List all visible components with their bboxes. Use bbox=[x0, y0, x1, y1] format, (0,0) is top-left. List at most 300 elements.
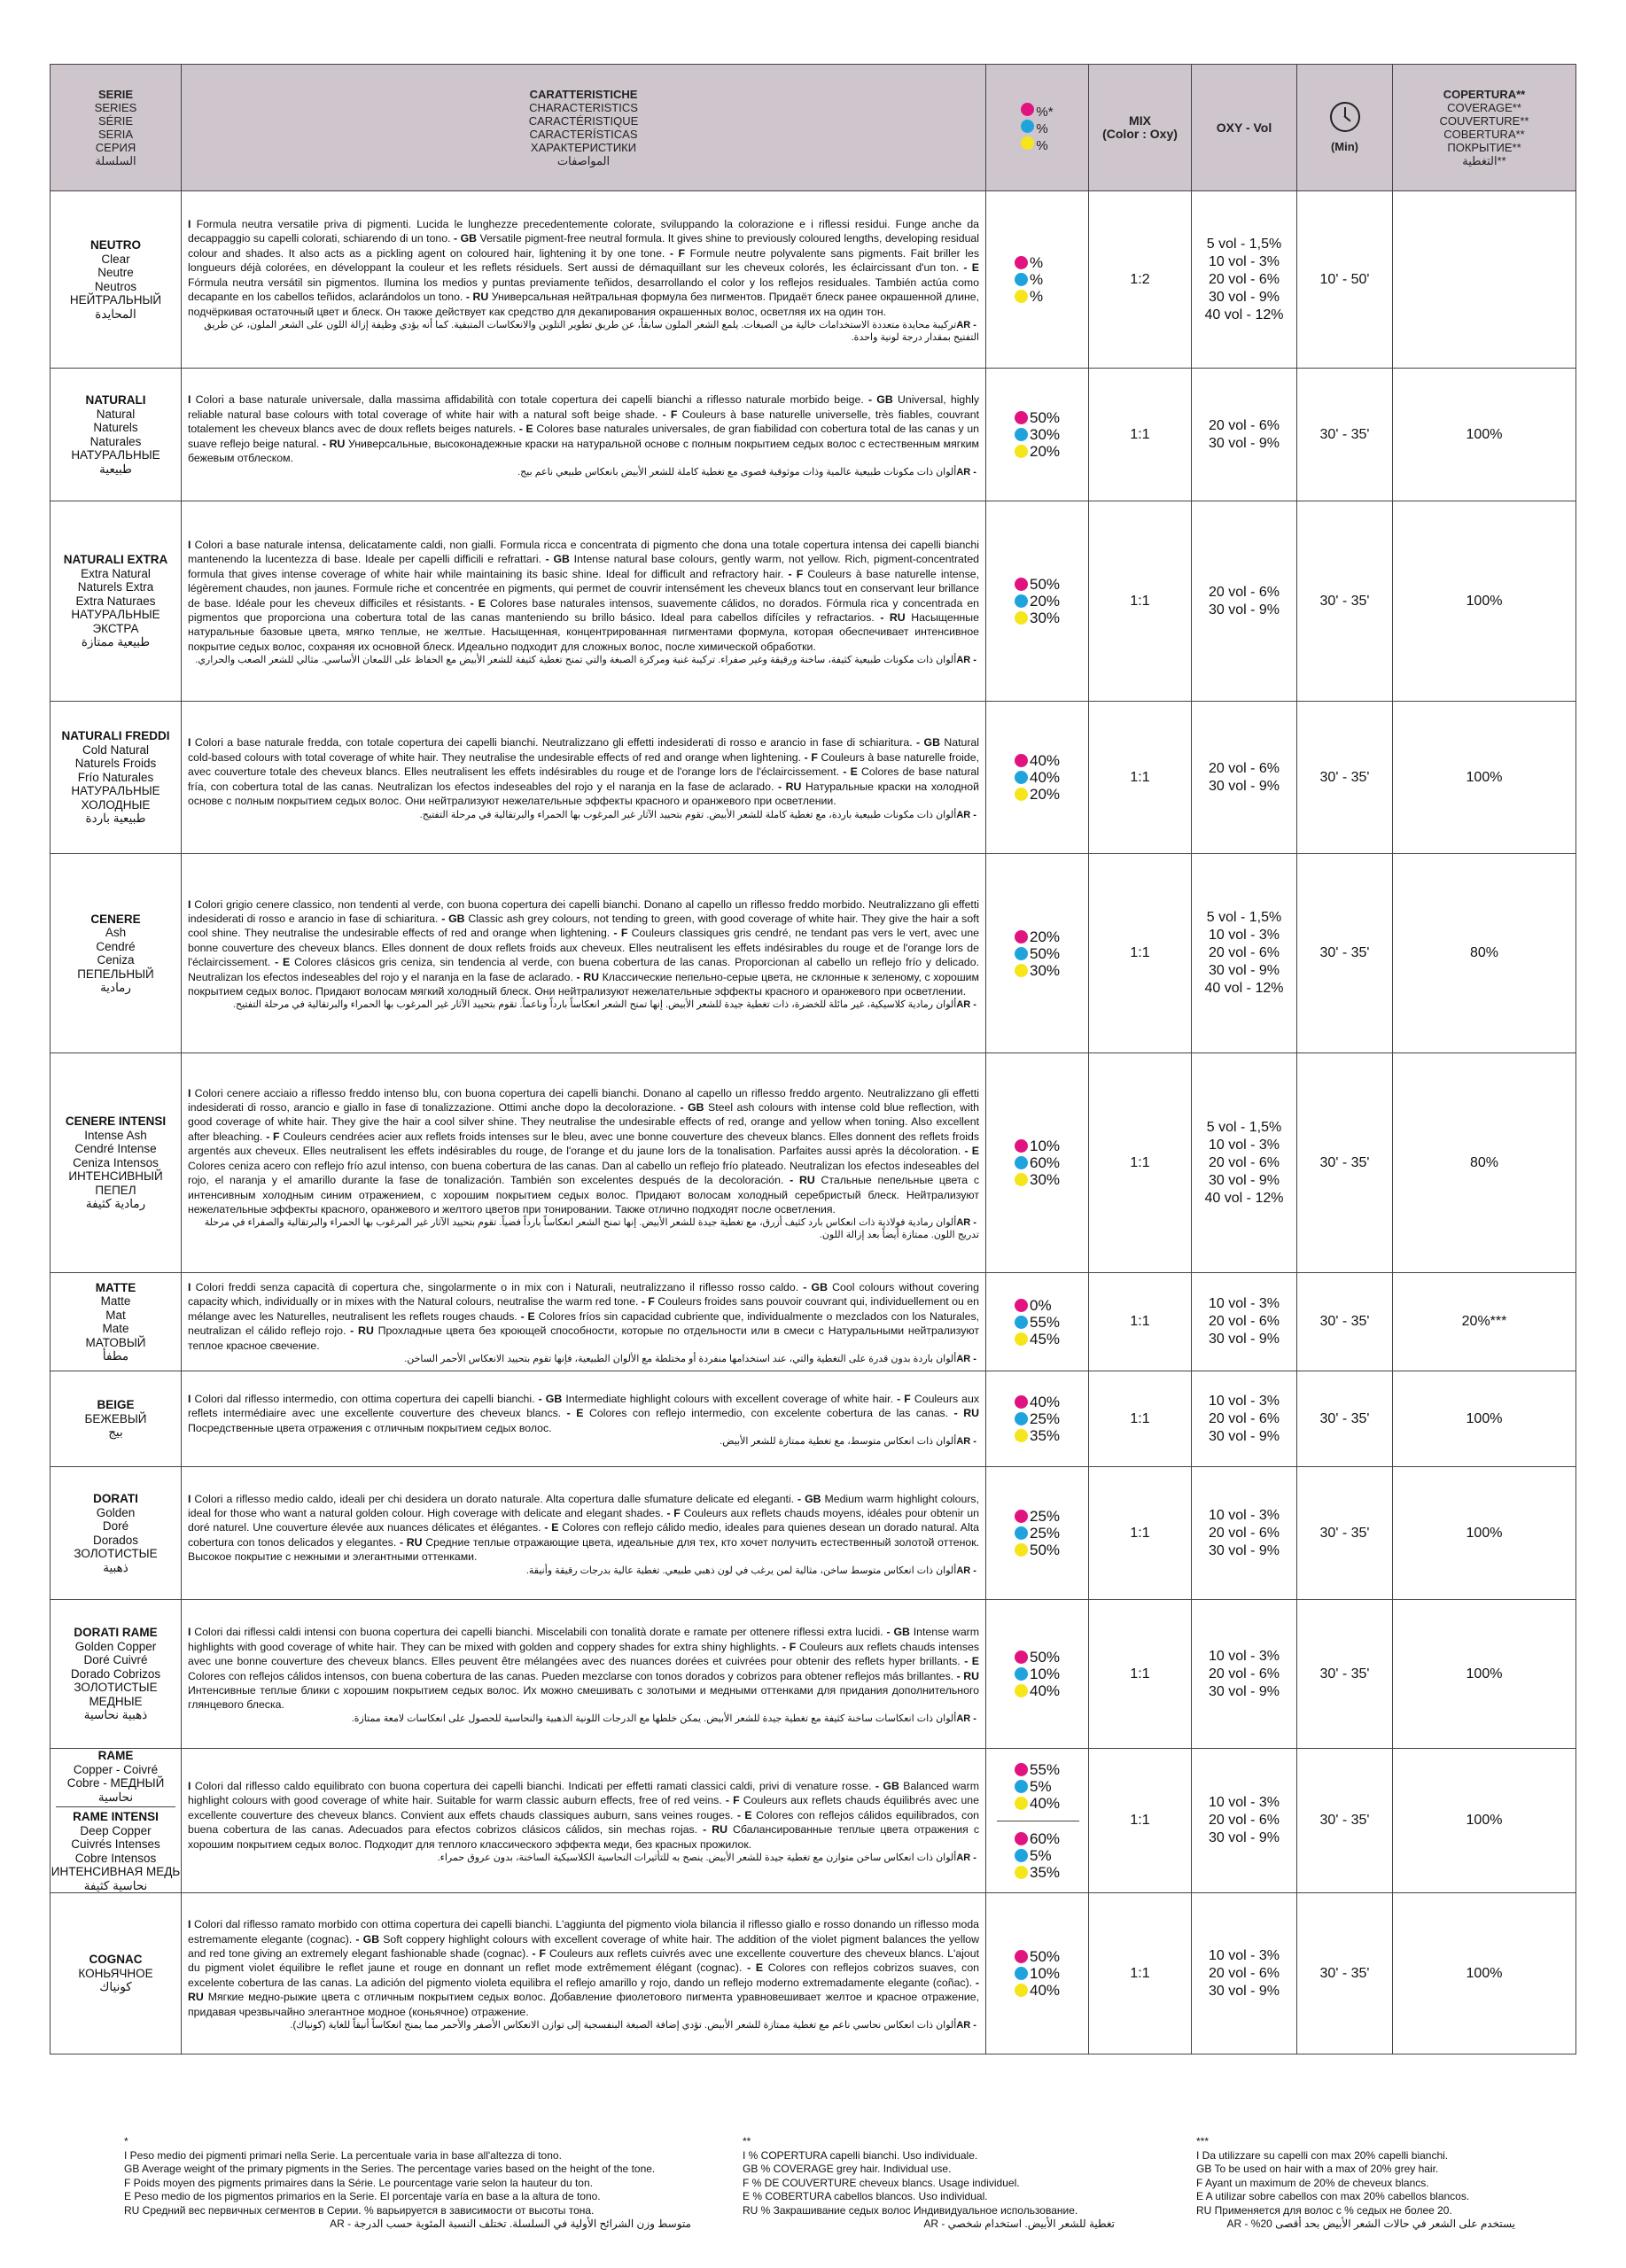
oxy-value: 20 vol - 6% bbox=[1208, 945, 1280, 960]
description-ar: AR - ألوان ذات انعكاسات ساخنة كثيفة مع تغطية جيدة للشعر الأبيض. يمكن خلطها مع الدرجات اللونية الذهبية والنحاسية للحصول على انعكاسات لامعة ممتازة. bbox=[351, 1713, 979, 1724]
description-text: I Colori a base naturale fredda, con totale copertura dei capelli bianchi. Neutralizzano gli effetti indesiderati di rosso e arancio in fase di schiaritura. - GB Natural cold-based colours with total coverage of white hair. They neutralise the undesirable effects of red and orange when lightening. - F Couleurs à base naturelle froide, avec couverture totale des cheveux blancs. Elles neutralisent les effets indésirables du rouge et de l'orange lors de l'éclaircissement. - E Colores de base natural fría, con cobertura total de las canas. Neutralizan los efectos indeseables del rojo y el naranja en la fase de aclarado. - RU Натуральные краски на холодной основе с полным покрытием седых волос. Они нейтрализуют нежелательные эффекты красного и оранжевого при осветлении. bbox=[188, 736, 979, 808]
pigment-pct-value: 25% bbox=[1030, 1508, 1061, 1526]
pigment-pct-value: 20% bbox=[1030, 928, 1061, 945]
table-row bbox=[51, 854, 1576, 1053]
yellow-dot-icon bbox=[1015, 1684, 1028, 1697]
oxy-value: 10 vol - 3% bbox=[1208, 1947, 1280, 1963]
magenta-dot-icon bbox=[1015, 1651, 1028, 1664]
pigment-pct-cell bbox=[986, 1467, 1089, 1600]
oxy-value: 10 vol - 3% bbox=[1208, 1795, 1280, 1811]
description-gb: Classic ash grey colours, not tending to green, with good coverage of white hair. They give the hair a soft cool shine. They neutralise the undesirable effects of red and orange when lightening. bbox=[188, 912, 979, 940]
description-gb: Steel ash colours with intense cold blue reflection, with good coverage of white hair. They give the hair a cool silver shine. They neutralise the undesirable effects of red, orange and yellow when toning. Also excellent after bleaching. bbox=[188, 1101, 979, 1143]
description-fr: Couleurs classiques gris cendré, ne tendant pas vers le vert, avec une bonne couverture des cheveux blancs. Elles donnent de doux reflets froids aux cheveux. Elles neutralisent les effets indésirables du rouge et de l'orange lors de l'éclaircissement. bbox=[188, 927, 980, 969]
serie-name: ИНТЕНСИВНЫЙ bbox=[68, 1169, 163, 1184]
time-cell: 30' - 35' bbox=[1297, 501, 1393, 702]
description-ru: Средние теплые отражающие цвета, идеальные для тех, кто хочет получить естественный золотой оттенок. Высокое покрытие с нежными и элегантными оттенками. bbox=[188, 1535, 980, 1564]
serie-name: ذهبية نحاسية bbox=[83, 1708, 148, 1722]
oxy-cell bbox=[1192, 1371, 1297, 1467]
table-row bbox=[51, 191, 1576, 369]
description-cell bbox=[182, 1749, 986, 1893]
pigment-pct-value: 30% bbox=[1030, 610, 1061, 626]
footnote-3: *** I Da utilizzare su capelli con max 20% capelli bianchi. GB To be used on hair with a max of 20% grey hair. F Ayant un maximum de 20% de cheveux blancs. E A utilizar sobre cabellos con max 20% cabellos blancos. RU Применяется для волос с % седых не более 20. يستخدم على الشعر في حالات الشعر الأبيض بحد أقصى 20% - AR bbox=[1196, 2135, 1515, 2230]
description-cell bbox=[182, 1371, 986, 1467]
serie-name: Natural bbox=[96, 407, 136, 421]
description-fr: Couleurs aux reflets chauds intenses avec une bonne couverture des cheveux blancs. Elles peuvent être mélangées avec des nuances dorées et cuivrées pour obtenir des reflets hyper brillants. bbox=[188, 1640, 979, 1668]
description-gb: Balanced warm highlight colours with good coverage of white hair. Suitable for warm classic auburn effects, free of red veins. bbox=[188, 1780, 979, 1807]
cyan-dot-icon bbox=[1015, 1316, 1028, 1329]
oxy-value: 10 vol - 3% bbox=[1208, 1648, 1280, 1664]
pigment-pct-row bbox=[1015, 1427, 1088, 1444]
magenta-dot-icon bbox=[1021, 103, 1034, 116]
serie-name: МЕДНЫЕ bbox=[89, 1694, 143, 1708]
serie-name: MATTE bbox=[95, 1280, 136, 1294]
description-fr: Couleurs cendrées acier aux reflets froids intenses sur le bleu, avec une bonne couverture des cheveux blancs. Elles donnent des reflets froids argentés aux cheveux. Elles neutralisent les effets indésirables du rouge, de l'orange et du jaune lors de la tonalisation. Parfaites aussi après la décoloration. bbox=[188, 1130, 979, 1158]
description-gb: Universal, highly reliable natural base colours with total coverage of white hair with a natural soft beige shade. bbox=[188, 393, 979, 421]
serie-name: طبيعية bbox=[99, 462, 132, 476]
yellow-dot-icon bbox=[1015, 1984, 1028, 1997]
description-ar: AR - ألوان ذات انعكاس متوسط، مع تغطية ممتازة للشعر الأبيض. bbox=[720, 1436, 979, 1448]
description-text: I Colori dai riflessi caldi intensi con buona copertura dei capelli bianchi. Miscelabili con tonalità dorate e ramate per ottenere riflessi extra lucidi. - GB Intense warm highlights with good coverage of white hair. They can be mixed with golden and coppery shades for extra shiny highlights. - F Couleurs aux reflets chauds intenses avec une bonne couverture des cheveux blancs. Elles peuvent être mélangées avec des nuances dorées et cuivrées pour obtenir des reflets hyper brillants. - E Colores con reflejos cálidos intensos, con buena cobertura de las canas. Pueden mezclarse con tonos dorados y cobrizos para obtener reflejos más brillantes. - RU Интенсивные теплые блики с хорошим покрытием седых волос. Их можно смешивать с золотыми и медными оттенками для придания дополнительного глянцевого блеска. bbox=[188, 1626, 979, 1712]
pigment-pct-row bbox=[1015, 443, 1088, 460]
yellow-dot-icon bbox=[1015, 1429, 1028, 1442]
pigment-pct-row bbox=[1015, 1948, 1088, 1965]
pigment-pct-row bbox=[1015, 1649, 1088, 1666]
oxy-value: 40 vol - 12% bbox=[1204, 981, 1284, 996]
cyan-dot-icon bbox=[1015, 273, 1028, 286]
serie-name: Naturels bbox=[93, 421, 138, 434]
serie-name: Cendré Intense bbox=[74, 1142, 157, 1156]
serie-name: КОНЬЯЧНОЕ bbox=[78, 1966, 153, 1980]
serie-name: نحاسية كثيفة bbox=[83, 1878, 148, 1892]
pigment-pct-value: 45% bbox=[1030, 1330, 1061, 1348]
pigment-pct-value: 35% bbox=[1030, 1427, 1061, 1445]
header-row bbox=[51, 65, 1576, 191]
pigment-pct-value: 0% bbox=[1030, 1296, 1052, 1314]
mix-cell: 1:1 bbox=[1089, 1273, 1192, 1371]
serie-name: NATURALI EXTRA bbox=[63, 553, 168, 567]
serie-name: Golden bbox=[96, 1505, 136, 1519]
serie-name: RAME INTENSI bbox=[73, 1810, 159, 1824]
serie-cell bbox=[51, 1273, 182, 1371]
description-text: I Formula neutra versatile priva di pigmenti. Lucida le lunghezze precedentemente colorate, sviluppando la colorazione e i riflessi residui. Funge anche da decappaggio su capelli colorati, schiarendo di un tono. - GB Versatile pigment-free neutral formula. It gives shine to previously coloured lengths, developing residual colour and shades. It also acts as a pickling agent on coloured hair, lightening it by one tone. - F Formule neutre polyvalente sans pigments. Fait briller les longueurs déjà colorées, en développant la couleur et les reflets résiduels. Sert aussi de démaquillant sur les cheveux colorés, les éclaircissant d'un ton. - E Fórmula neutra versátil sin pigmentos. Ilumina los medios y puntas previamente teñidos, desarrollando el color y los reflejos residuales. También actúa como decapante en los cabellos teñidos, aclarándolos un tono. - RU Универсальная нейтральная формула без пигментов. Придаёт блеск ранее окрашенной длине, подчёркивая остаточный цвет и блеск. Он также действует как средство для декапирования окрашенных волос, осветляя их на один тон. bbox=[188, 218, 980, 318]
pigment-pct-row bbox=[1015, 1666, 1088, 1682]
pigment-pct-row bbox=[1015, 1830, 1088, 1847]
pigment-pct-value: 20% bbox=[1030, 593, 1061, 610]
serie-name: Dorado Cobrizos bbox=[70, 1666, 161, 1681]
magenta-dot-icon bbox=[1015, 930, 1028, 944]
description-text: I Colori a base naturale intensa, delicatamente caldi, non gialli. Formula ricca e concentrata di pigmento che dona una totale copertura intensa dei capelli bianchi mantenendo la lucentezza di base. Ideale per capelli difficili e refrattari. - GB Intense natural base colours, gently warm, not yellow. Rich, pigment-concentrated formula that gives intense coverage of white hair while maintaining its basic shine. Ideal for difficult and refractory hair. - F Couleurs à base naturelle intense, légèrement chaudes, non jaunes. Formule riche et concentrée en pigments, qui permet de couvrir intensément les cheveux blancs tout en conservant leur brillance de base. Idéale pour les cheveux difficiles et résistants. - E Colores base naturales intensos, suavemente cálidos, no dorados. Fórmula rica y concentrada en pigmentos que proporciona una cobertura total de las canas manteniendo su brillo básico. Ideal para cabellos difíciles y refractarios. - RU Насыщенные натуральные базовые цвета, мягко теплые, не желтые. Насыщенная, концентрированная пигментами формула, которая обеспечивает интенсивное покрытие седых волос, сохраняя их основной блеск. Идеально подходит для сложных волос, после химической обработки. bbox=[188, 538, 980, 653]
coverage-cell: 100% bbox=[1393, 1371, 1576, 1467]
oxy-value: 40 vol - 12% bbox=[1204, 1190, 1284, 1206]
magenta-dot-icon bbox=[1015, 411, 1028, 424]
pigment-pct-row bbox=[1015, 1864, 1088, 1881]
header-serie: SERIE SERIES SÉRIE SERIA СЕРИЯ السلسلة bbox=[51, 65, 182, 191]
time-cell: 10' - 50' bbox=[1297, 191, 1393, 369]
pigment-pct-row bbox=[1015, 593, 1088, 610]
oxy-value: 5 vol - 1,5% bbox=[1206, 910, 1282, 925]
description-it: Colori dal riflesso caldo equilibrato con buona copertura dei capelli bianchi. Indicati per effetti ramati classici caldi, privi di venature rosse. bbox=[194, 1780, 872, 1793]
oxy-cell bbox=[1192, 702, 1297, 854]
serie-name: Mat bbox=[105, 1308, 126, 1322]
time-cell: 30' - 35' bbox=[1297, 702, 1393, 854]
description-ru: Стальные пепельные цвета с интенсивным холодным синим отражением, с хорошим покрытием седых волос. Придают волосам холодный серебристый блеск. Нейтрализуют нежелательные эффекты красного, оранжевого и желтого цветов при тонировании. Также отлично подходят после осветления. bbox=[188, 1174, 980, 1216]
pigment-pct-row bbox=[1015, 1331, 1088, 1348]
pigment-pct-value: 30% bbox=[1030, 1171, 1061, 1188]
yellow-dot-icon bbox=[1015, 1173, 1028, 1186]
serie-name: Doré Cuivré bbox=[83, 1653, 148, 1667]
oxy-cell bbox=[1192, 1053, 1297, 1273]
cyan-dot-icon bbox=[1015, 1780, 1028, 1793]
table-row bbox=[51, 1893, 1576, 2054]
pigment-pct-cell bbox=[986, 1600, 1089, 1749]
description-ru: Сбалансированные теплые цвета отражения с хорошим покрытием седых волос. Подходит для теплого классического эффекта меди, без красных прожилок. bbox=[188, 1823, 979, 1851]
coverage-cell: 100% bbox=[1393, 1749, 1576, 1893]
description-ru: Интенсивные теплые блики с хорошим покрытием седых волос. Их можно смешивать с золотыми и медными оттенками для придания дополнительного глянцевого блеска. bbox=[188, 1683, 979, 1712]
cyan-dot-icon bbox=[1015, 947, 1028, 960]
pigment-pct-value: 25% bbox=[1030, 1410, 1061, 1428]
oxy-value: 30 vol - 9% bbox=[1208, 1830, 1280, 1846]
pigment-pct-row bbox=[1015, 1682, 1088, 1699]
description-fr: Couleurs aux reflets chauds équilibrés avec une excellente couverture des cheveux blancs. Convient aux effets chauds classiques auburn, sans veines rouges. bbox=[188, 1794, 979, 1821]
serie-name: DORATI bbox=[93, 1492, 138, 1506]
description-text: I Colori dal riflesso ramato morbido con ottima copertura dei capelli bianchi. L'aggiunta del pigmento viola bilancia il riflesso giallo e rosso donando un riflesso moda estremamente elegante (cognac). - GB Soft coppery highlight colours with excellent coverage of white hair. The addition of the violet pigment balances the yellow and red tone giving an extremely elegant fashionable shade (cognac). - F Couleurs aux reflets cuivrés avec une excellente couverture des cheveux blancs. L'ajout du pigment violet équilibre le reflet jaune et rouge en donnant un reflet mode extrêmement élégant (cognac). - E Colores con reflejos cobrizos suaves, con excelente cobertura de las canas. La adición del pigmento violeta equilibra el reflejo amarillo y rojo, dando un reflejo moderno extremadamente elegante (coñac). - RU Мягкие медно-рыжие цвета с отличным покрытием седых волос. Добавление фиолетового пигмента уравновешивает желтое и красное отражение, придавая чрезвычайно элегантное модное (коньячное) отражение. bbox=[188, 1918, 980, 2018]
serie-name: Dorados bbox=[92, 1533, 139, 1547]
mix-cell: 1:1 bbox=[1089, 1467, 1192, 1600]
mix-cell: 1:1 bbox=[1089, 702, 1192, 854]
pigment-pct-cell bbox=[986, 1371, 1089, 1467]
serie-name: ذهبية bbox=[103, 1560, 128, 1574]
pigment-pct-value: 30% bbox=[1030, 961, 1061, 979]
pigment-pct-cell bbox=[986, 369, 1089, 501]
mix-cell: 1:1 bbox=[1089, 369, 1192, 501]
oxy-value: 20 vol - 6% bbox=[1208, 417, 1280, 433]
serie-name: BEIGE bbox=[97, 1398, 135, 1412]
pigment-pct-row bbox=[1015, 962, 1088, 979]
pigment-pct-value: 40% bbox=[1030, 1794, 1061, 1812]
serie-name: المحايدة bbox=[95, 307, 136, 321]
description-fr: Couleurs aux reflets intermédiaire avec une excellente couverture des cheveux blancs. bbox=[188, 1392, 979, 1420]
oxy-value: 30 vol - 9% bbox=[1208, 1542, 1280, 1558]
serie-name: ПЕПЕЛ bbox=[95, 1183, 136, 1197]
description-fr: Formule neutre polyvalente sans pigments. Fait briller les longueurs déjà colorées, en développant la couleur et les reflets résiduels. Sert aussi de démaquillant sur les cheveux colorés, les éclaircissant d'un ton. bbox=[188, 246, 980, 275]
serie-name: طبيعية ممتازة bbox=[81, 635, 151, 649]
description-fr: Couleurs froides sans pouvoir couvrant qui, individuellement ou en mélange avec les Naturelles, neutralisent les reflets rouges chauds. bbox=[188, 1295, 979, 1323]
description-it: Colori dal riflesso intermedio, con ottima copertura dei capelli bianchi. bbox=[194, 1392, 535, 1405]
cyan-dot-icon bbox=[1021, 120, 1034, 133]
description-ar: AR - ألوان ذات مكونات طبيعية باردة، مع تغطية كاملة للشعر الأبيض. تقوم بتحييد الآثار غير المرغوب بها الحمراء والبرتقالية في مرحلة التفتيح. bbox=[419, 809, 979, 820]
pigment-pct-row bbox=[1015, 945, 1088, 962]
oxy-value: 10 vol - 3% bbox=[1208, 1507, 1280, 1523]
yellow-dot-icon bbox=[1015, 1543, 1028, 1557]
description-fr: Couleurs aux reflets cuivrés avec une excellente couverture des cheveux blancs. L'ajout du pigment violet équilibre le reflet jaune et rouge en donnant un reflet mode extrêmement élégant (cognac). bbox=[188, 1946, 979, 1975]
pigment-pct-row bbox=[1015, 1795, 1088, 1812]
description-cell bbox=[182, 1273, 986, 1371]
pigment-pct-row bbox=[1015, 1154, 1088, 1171]
pigment-pct-value: % bbox=[1030, 254, 1044, 271]
pigment-pct-row bbox=[1015, 271, 1088, 288]
serie-cell bbox=[51, 1053, 182, 1273]
oxy-value: 20 vol - 6% bbox=[1208, 1813, 1280, 1829]
coverage-cell: 80% bbox=[1393, 854, 1576, 1053]
description-cell bbox=[182, 1053, 986, 1273]
description-text: I Colori cenere acciaio a riflesso freddo intenso blu, con buona copertura dei capelli bianchi. Donano al capello un riflesso freddo argento. Neutralizzano gli effetti indesiderati di rosso, arancio e giallo in fase di tonalizzazione. Ottimi anche dopo la decolorazione. - GB Steel ash colours with intense cold blue reflection, with good coverage of white hair. They give the hair a cool silver shine. They neutralise the undesirable effects of red, orange and yellow when toning. Also excellent after bleaching. - F Couleurs cendrées acier aux reflets froids intenses sur le bleu, avec une bonne couverture des cheveux blancs. Elles donnent des reflets froids argentés aux cheveux. Elles neutralisent les effets indésirables du rouge, de l'orange et du jaune lors de la tonalisation. Parfaites aussi après la décoloration. - E Colores ceniza acero con reflejo frío azul intenso, con buena cobertura de las canas. Dan al cabello un reflejo frío plateado. Neutralizan los efectos indeseables del rojo, el naranja y el amarillo durante la fase de tonalización. También son excelentes después de la decoloración. - RU Стальные пепельные цвета с интенсивным холодным синим отражением, с хорошим покрытием седых волос. Придают волосам холодный серебристый блеск. Нейтрализуют нежелательные эффекты красного, оранжевого и желтого цветов при тонировании. Также отлично подходят после осветления. bbox=[188, 1086, 980, 1216]
oxy-value: 10 vol - 3% bbox=[1208, 928, 1280, 943]
description-es: Colores base naturales intensos, suavemente cálidos, no dorados. Fórmula rica y concentrada en pigmentos que proporciona una cobertura total de las canas manteniendo su brillo básico. Ideal para cabellos difíciles y refractarios. bbox=[188, 596, 980, 624]
description-gb: Versatile pigment-free neutral formula. It gives shine to previously coloured lengths, developing residual colour and shades. It also acts as a pickling agent on coloured hair, lightening it by one tone. bbox=[188, 232, 979, 260]
pigment-pct-row bbox=[1015, 1394, 1088, 1410]
pigment-pct-row bbox=[1015, 928, 1088, 945]
serie-name: НАТУРАЛЬНЫЕ bbox=[71, 784, 160, 798]
table-row bbox=[51, 1600, 1576, 1749]
serie-name: رمادية كثيفة bbox=[85, 1197, 146, 1211]
time-cell: 30' - 35' bbox=[1297, 1053, 1393, 1273]
serie-name: Cobre Intensos bbox=[74, 1851, 157, 1865]
time-cell: 30' - 35' bbox=[1297, 1273, 1393, 1371]
mix-cell: 1:1 bbox=[1089, 501, 1192, 702]
magenta-dot-icon bbox=[1015, 1510, 1028, 1523]
coverage-cell bbox=[1393, 191, 1576, 369]
description-ar: AR - ألوان ذات مكونات طبيعية كثيفة، ساخنة ورقيقة وغير صفراء. تركيبة غنية ومركزة الصبغة والتي تمنح تغطية كثيفة للشعر الأبيض مع الحفاظ على اللمعان الأساسي. مثالي للشعر الصعب والحراري. bbox=[195, 655, 979, 666]
serie-name: Intense Ash bbox=[84, 1128, 147, 1142]
serie-name: NATURALI FREDDI bbox=[61, 729, 170, 743]
pigment-pct-value: 30% bbox=[1030, 426, 1061, 443]
description-gb: Natural cold-based colours with total coverage of white hair. They neutralise the undesirable effects of red and orange when lightening. bbox=[188, 736, 979, 764]
serie-name: نحاسية bbox=[97, 1790, 134, 1804]
pigment-pct-row bbox=[1015, 1525, 1088, 1542]
pigment-pct-value: 40% bbox=[1030, 1982, 1061, 2000]
divider bbox=[56, 1806, 175, 1807]
pigment-pct-row bbox=[1015, 1508, 1088, 1525]
serie-name: Doré bbox=[102, 1519, 129, 1534]
pigment-pct-value: 35% bbox=[1030, 1863, 1061, 1881]
pigment-pct-row bbox=[1015, 1778, 1088, 1795]
oxy-value: 30 vol - 9% bbox=[1208, 435, 1280, 451]
oxy-cell bbox=[1192, 369, 1297, 501]
pigment-pct-row bbox=[1015, 426, 1088, 443]
oxy-value: 20 vol - 6% bbox=[1208, 1154, 1280, 1170]
description-ar: AR - ألوان ذات انعكاس ساخن متوازن مع تغطية جيدة للشعر الأبيض. ينصح به للتأثيرات النحاسية الكلاسيكية الساخنة، بدون عروق حمراء. bbox=[437, 1852, 979, 1864]
description-es: Colores clásicos gris ceniza, sin tendencia al verde, con buena cobertura de las canas. Proporcionan al cabello un reflejo frío y delicado. Neutralizan los efectos indeseables del rojo y el naranja en la fase de aclarado. bbox=[188, 956, 979, 983]
pigment-pct-value: 5% bbox=[1030, 1777, 1052, 1795]
description-gb: Cool colours without covering capacity which, individually or in mixes with the Natural colours, neutralise the warm red tone. bbox=[188, 1281, 979, 1309]
description-text: I Colori a base naturale universale, dalla massima affidabilità con totale copertura dei capelli bianchi a riflesso naturale morbido beige. - GB Universal, highly reliable natural base colours with total coverage of white hair with a natural soft beige shade. - F Couleurs à base naturelle universelle, très fiables, couvrant totalement les cheveux blancs avec de doux reflets beiges naturels. - E Colores base naturales universales, de gran fiabilidad con cobertura total de las canas y un suave reflejo beige natural. - RU Универсальные, высоконадежные краски на натуральной основе с полным покрытием седых волос с естественным мягким бежевым отблеском. bbox=[188, 393, 979, 465]
serie-name: طبيعية باردة bbox=[85, 812, 146, 826]
time-cell: 30' - 35' bbox=[1297, 1600, 1393, 1749]
description-es: Colores con reflejos cálidos intensos, con buena cobertura de las canas. Pueden mezclarse con tonos dorados y cobrizos para obtener reflejos más brillantes. bbox=[188, 1669, 954, 1682]
header-time: (Min) bbox=[1297, 65, 1393, 191]
description-es: Colores de base natural fría, con cobertura total de las canas. Neutralizan los efectos indeseables del rojo y el naranja en la fase de aclarado. bbox=[188, 765, 979, 793]
pigment-pct-row bbox=[1015, 1138, 1088, 1154]
serie-cell bbox=[51, 1893, 182, 2054]
serie-cell bbox=[51, 1467, 182, 1600]
oxy-cell bbox=[1192, 501, 1297, 702]
serie-name: БЕЖЕВЫЙ bbox=[84, 1411, 147, 1425]
oxy-value: 5 vol - 1,5% bbox=[1206, 1119, 1282, 1135]
serie-name: CENERE INTENSI bbox=[65, 1115, 167, 1129]
serie-name: Cold Natural bbox=[82, 742, 150, 757]
header-oxy: OXY - Vol bbox=[1192, 65, 1297, 191]
serie-cell bbox=[51, 854, 182, 1053]
coverage-cell: 100% bbox=[1393, 702, 1576, 854]
serie-name: Cendré bbox=[96, 939, 136, 953]
mix-cell: 1:1 bbox=[1089, 1600, 1192, 1749]
serie-name: Cuivrés Intenses bbox=[71, 1837, 160, 1852]
serie-cell bbox=[51, 702, 182, 854]
pigment-pct-row bbox=[1015, 1314, 1088, 1331]
coverage-cell: 100% bbox=[1393, 1467, 1576, 1600]
description-it: Colori dai riflessi caldi intensi con buona copertura dei capelli bianchi. Miscelabili con tonalità dorate e ramate per ottenere riflessi extra lucidi. bbox=[194, 1626, 883, 1639]
serie-name: Neutros bbox=[94, 279, 137, 293]
table-row bbox=[51, 1053, 1576, 1273]
pigment-pct-row bbox=[1015, 1965, 1088, 1982]
color-series-table bbox=[50, 64, 1576, 2054]
serie-name: Clear bbox=[101, 252, 130, 266]
coverage-cell: 100% bbox=[1393, 501, 1576, 702]
pigment-pct-cell bbox=[986, 702, 1089, 854]
oxy-value: 20 vol - 6% bbox=[1208, 584, 1280, 600]
description-es: Colores base naturales universales, de gran fiabilidad con cobertura total de las canas y un suave reflejo beige natural. bbox=[188, 423, 979, 450]
time-cell: 30' - 35' bbox=[1297, 854, 1393, 1053]
pigment-pct-value: % bbox=[1030, 288, 1044, 305]
serie-name: НАТУРАЛЬНЫЕ bbox=[71, 448, 160, 462]
description-ar: AR - تركيبة محايدة متعددة الاستخدامات خالية من الصبغات. يلمع الشعر الملون سابقاً، عن طريق تطوير التلوين والانعكاسات المتبقية. كما أنه يؤدي وظيفة إزالة اللون على الشعر الملون، عن طريق التفتيح بمقدار درجة لونية واحدة. bbox=[204, 319, 979, 343]
description-cell bbox=[182, 1467, 986, 1600]
description-text: I Colori dal riflesso intermedio, con ottima copertura dei capelli bianchi. - GB Intermediate highlight colours with excellent coverage of white hair. - F Couleurs aux reflets intermédiaire avec une excellente couverture des cheveux blancs. - E Colores con reflejo intermedio, con excelente cobertura de las canas. - RU Посредственные цвета отражения с отличным покрытием седых волос. bbox=[188, 1392, 979, 1434]
header-coverage: COPERTURA** COVERAGE** COUVERTURE** COBERTURA** ПОКРЫТИЕ** التغطية** bbox=[1393, 65, 1576, 191]
pigment-pct-row bbox=[1015, 1410, 1088, 1427]
description-es: Colores ceniza acero con reflejo frío azul intenso, con buena cobertura de las canas. Dan al cabello un reflejo frío plateado. Neutralizan los efectos indeseables del rojo, el naranja y el amarillo durante la fase de tonalización. También son excelentes después de la decoloración. bbox=[188, 1159, 979, 1187]
oxy-value: 20 vol - 6% bbox=[1208, 1666, 1280, 1682]
oxy-value: 30 vol - 9% bbox=[1208, 1983, 1280, 1999]
time-cell: 30' - 35' bbox=[1297, 1893, 1393, 2054]
description-cell bbox=[182, 1600, 986, 1749]
serie-name: COGNAC bbox=[89, 1953, 143, 1967]
description-ar: AR - ألوان رمادية فولاذية ذات انعكاس بارد كثيف أزرق، مع تغطية جيدة للشعر الأبيض. إنها تمنح الشعر انعكاساً بارداً فضياً. تقوم بتحييد الآثار غير المرغوب بها الحمراء والبرتقالية والصفراء في مرحلة تدريج اللون. ممتازة أيضاً بعد إزالة اللون. bbox=[204, 1217, 979, 1241]
pigment-pct-value: 40% bbox=[1030, 1682, 1061, 1700]
pigment-pct-row bbox=[1015, 769, 1088, 786]
description-ar: AR - ألوان رمادية كلاسيكية، غير مائلة للخضرة، ذات تغطية جيدة للشعر الأبيض. إنها تمنح الشعر انعكاساً بارداً وناعماً. تقوم بتحييد الآثار غير المرغوب بها الحمراء والبرتقالية في مرحلة التفتيح. bbox=[232, 999, 979, 1011]
serie-name: Ceniza bbox=[97, 953, 135, 967]
pigment-pct-cell bbox=[986, 1273, 1089, 1371]
description-it: Colori a base naturale intensa, delicatamente caldi, non gialli. Formula ricca e concentrata di pigmento che dona una totale copertura intensa dei capelli bianchi mantenendo la lucentezza di base. Ideale per capelli difficili e refrattari. bbox=[188, 538, 980, 566]
pigment-pct-row bbox=[1015, 1542, 1088, 1558]
serie-name: Copper - Coivré bbox=[73, 1762, 159, 1776]
magenta-dot-icon bbox=[1015, 1395, 1028, 1409]
serie-name: Frío Naturales bbox=[77, 770, 154, 784]
oxy-value: 20 vol - 6% bbox=[1208, 760, 1280, 776]
serie-name: НАТУРАЛЬНЫЕ bbox=[71, 608, 160, 622]
serie-name: Ceniza Intensos bbox=[73, 1155, 159, 1169]
oxy-value: 30 vol - 9% bbox=[1208, 1172, 1280, 1188]
oxy-value: 30 vol - 9% bbox=[1208, 1332, 1280, 1348]
description-fr: Couleurs à base naturelle universelle, très fiables, couvrant totalement les cheveux blancs avec de doux reflets beiges naturels. bbox=[188, 408, 979, 436]
description-es: Colores fríos sin capacidad cubriente que, individualmente o mezclados con los Naturales, neutralizan el cálido reflejo rojo. bbox=[188, 1309, 980, 1338]
serie-name: كونياك bbox=[99, 1980, 132, 1994]
description-text: I Colori a riflesso medio caldo, ideali per chi desidera un dorato naturale. Alta copertura dalle sfumature delicate ed eleganti. - GB Medium warm highlight colours, ideal for those who want a natural golden colour. High coverage with delicate and elegant shades. - F Couleurs aux reflets chauds moyens, idéales pour obtenir un doré naturel. Une couverture élevée aux nuances délicates et élégantes. - E Colores con reflejo cálido medio, ideales para quienes desean un dorado natural. Alta cobertura con tonos delicados y elegantes. - RU Средние теплые отражающие цвета, идеальные для тех, кто хочет получить естественный золотой оттенок. Высокое покрытие с нежными и элегантными оттенками. bbox=[188, 1492, 980, 1564]
yellow-dot-icon bbox=[1015, 445, 1028, 458]
oxy-cell bbox=[1192, 191, 1297, 369]
magenta-dot-icon bbox=[1015, 1139, 1028, 1153]
pigment-pct-value: 60% bbox=[1030, 1154, 1061, 1171]
cyan-dot-icon bbox=[1015, 1667, 1028, 1681]
serie-name: Extra Natural bbox=[81, 566, 151, 580]
pigment-pct-row bbox=[1015, 1761, 1088, 1778]
magenta-dot-icon bbox=[1015, 1950, 1028, 1963]
serie-name: НЕЙТРАЛЬНЫЙ bbox=[69, 293, 162, 307]
description-ru: Прохладные цвета без кроющей способности, которые по отдельности или в смеси с Натуральными нейтрализуют теплое красное свечение. bbox=[188, 1324, 980, 1352]
header-pigment-pct: %* % % bbox=[986, 65, 1089, 191]
serie-name: Matte bbox=[100, 1294, 131, 1309]
serie-name: Neutre bbox=[97, 266, 134, 279]
pigment-pct-row bbox=[1015, 576, 1088, 593]
mix-cell: 1:1 bbox=[1089, 1371, 1192, 1467]
pigment-pct-value: 60% bbox=[1030, 1829, 1061, 1847]
pigment-pct-row bbox=[1015, 1297, 1088, 1314]
description-es: Fórmula neutra versátil sin pigmentos. Ilumina los medios y puntas previamente teñidos, desarrollando el color y los reflejos residuales. También actúa como decapante en los cabellos teñidos, aclarándolos un tono. bbox=[188, 276, 979, 304]
pigment-pct-value: 5% bbox=[1030, 1846, 1052, 1864]
description-ru: Мягкие медно-рыжие цвета с отличным покрытием седых волос. Добавление фиолетового пигмента уравновешивает желтое и красное отражение, придавая чрезвычайно элегантное модное (коньячное) отражение. bbox=[188, 1991, 979, 2018]
serie-name: بيج bbox=[108, 1425, 123, 1440]
description-es: Colores con reflejo cálido medio, ideales para quienes desean un dorado natural. Alta cobertura con tonos delicados y elegantes. bbox=[188, 1521, 980, 1549]
cyan-dot-icon bbox=[1015, 594, 1028, 608]
coverage-cell: 80% bbox=[1393, 1053, 1576, 1273]
description-cell bbox=[182, 1893, 986, 2054]
magenta-dot-icon bbox=[1015, 256, 1028, 269]
pigment-pct-value: 25% bbox=[1030, 1525, 1061, 1542]
description-ru: Классические пепельно-серые цвета, не склонные к зеленому, с хорошим покрытием седых волос. Придают волосам мягкий холодный блеск. Они нейтрализуют нежелательные эффекты красного и оранжевого при осветлении. bbox=[188, 970, 980, 998]
footnote-1: * I Peso medio dei pigmenti primari nella Serie. La percentuale varia in base all'altezza di tono. GB Average weight of the primary pigments in the Series. The percentage varies based on the height of the tone. F Poids moyen des pigments primaires dans la Série. Le pourcentage varie selon la hauteur du ton. E Peso medio de los pigmentos primarios en la Serie. El porcentaje varía en base a la altura de tono. RU Средний вес первичных сегментов в Серии. % варьируется в зависимости от высоты тона. متوسط وزن الشرائح الأولية في السلسلة. تختلف النسبة المئوية حسب الدرجة - AR bbox=[124, 2135, 691, 2230]
header-characteristics: CARATTERISTICHE CHARACTERISTICS CARACTÉRISTIQUE CARACTERÍSTICAS ХАРАКТЕРИСТИКИ المواصفات bbox=[182, 65, 986, 191]
time-cell: 30' - 35' bbox=[1297, 1371, 1393, 1467]
description-ru: Универсальные, высоконадежные краски на натуральной основе с полным покрытием седых волос с естественным мягким бежевым отблеском. bbox=[188, 437, 979, 465]
pigment-pct-row bbox=[1015, 610, 1088, 626]
yellow-dot-icon bbox=[1015, 1332, 1028, 1346]
oxy-value: 30 vol - 9% bbox=[1208, 289, 1280, 305]
pigment-pct-row bbox=[1015, 409, 1088, 426]
pigment-pct-row bbox=[1015, 1847, 1088, 1864]
serie-name: Golden Copper bbox=[74, 1639, 157, 1653]
serie-name: NATURALI bbox=[85, 393, 146, 407]
pigment-pct-value: 55% bbox=[1030, 1760, 1061, 1778]
oxy-value: 10 vol - 3% bbox=[1208, 1296, 1280, 1312]
time-cell: 30' - 35' bbox=[1297, 1749, 1393, 1893]
pigment-pct-value: 40% bbox=[1030, 769, 1061, 786]
serie-name: ЗОЛОТИСТЫЕ bbox=[74, 1681, 158, 1695]
time-cell: 30' - 35' bbox=[1297, 369, 1393, 501]
description-cell bbox=[182, 702, 986, 854]
oxy-value: 5 vol - 1,5% bbox=[1206, 236, 1282, 252]
serie-name: ПЕПЕЛЬНЫЙ bbox=[77, 967, 154, 981]
oxy-value: 20 vol - 6% bbox=[1208, 1965, 1280, 1981]
description-it: Colori grigio cenere classico, non tendenti al verde, con buona copertura dei capelli bianchi. Donano al capello un riflesso freddo morbido. Neutralizzano gli effetti indesiderati di rosso e arancio in fase di schiaritura. bbox=[188, 897, 979, 925]
description-it: Colori cenere acciaio a riflesso freddo intenso blu, con buona copertura dei capelli bianchi. Donano al capello un riflesso freddo argento. Neutralizzano gli effetti indesiderati di rosso, arancio e giallo in fase di tonalizzazione. Ottimi anche dopo la decolorazione. bbox=[188, 1086, 979, 1115]
pigment-pct-value: 50% bbox=[1030, 944, 1061, 962]
pigment-pct-row bbox=[1015, 752, 1088, 769]
mix-cell: 1:1 bbox=[1089, 1749, 1192, 1893]
pigment-pct-value: 40% bbox=[1030, 752, 1061, 769]
coverage-cell: 100% bbox=[1393, 1893, 1576, 2054]
magenta-dot-icon bbox=[1015, 1763, 1028, 1776]
serie-cell bbox=[51, 1600, 182, 1749]
pigment-pct-value: 20% bbox=[1030, 443, 1061, 460]
header-mix: MIX (Color : Oxy) bbox=[1089, 65, 1192, 191]
serie-cell bbox=[51, 1371, 182, 1467]
oxy-cell bbox=[1192, 1467, 1297, 1600]
cyan-dot-icon bbox=[1015, 1849, 1028, 1862]
description-gb: Medium warm highlight colours, ideal for those who want a natural golden colour. High coverage with delicate and elegant shades. bbox=[188, 1492, 979, 1519]
description-it: Colori dal riflesso ramato morbido con ottima copertura dei capelli bianchi. L'aggiunta del pigmento viola bilancia il riflesso giallo e rosso donando un riflesso moda estremamente elegante (cognac). bbox=[188, 1918, 979, 1946]
yellow-dot-icon bbox=[1015, 611, 1028, 625]
